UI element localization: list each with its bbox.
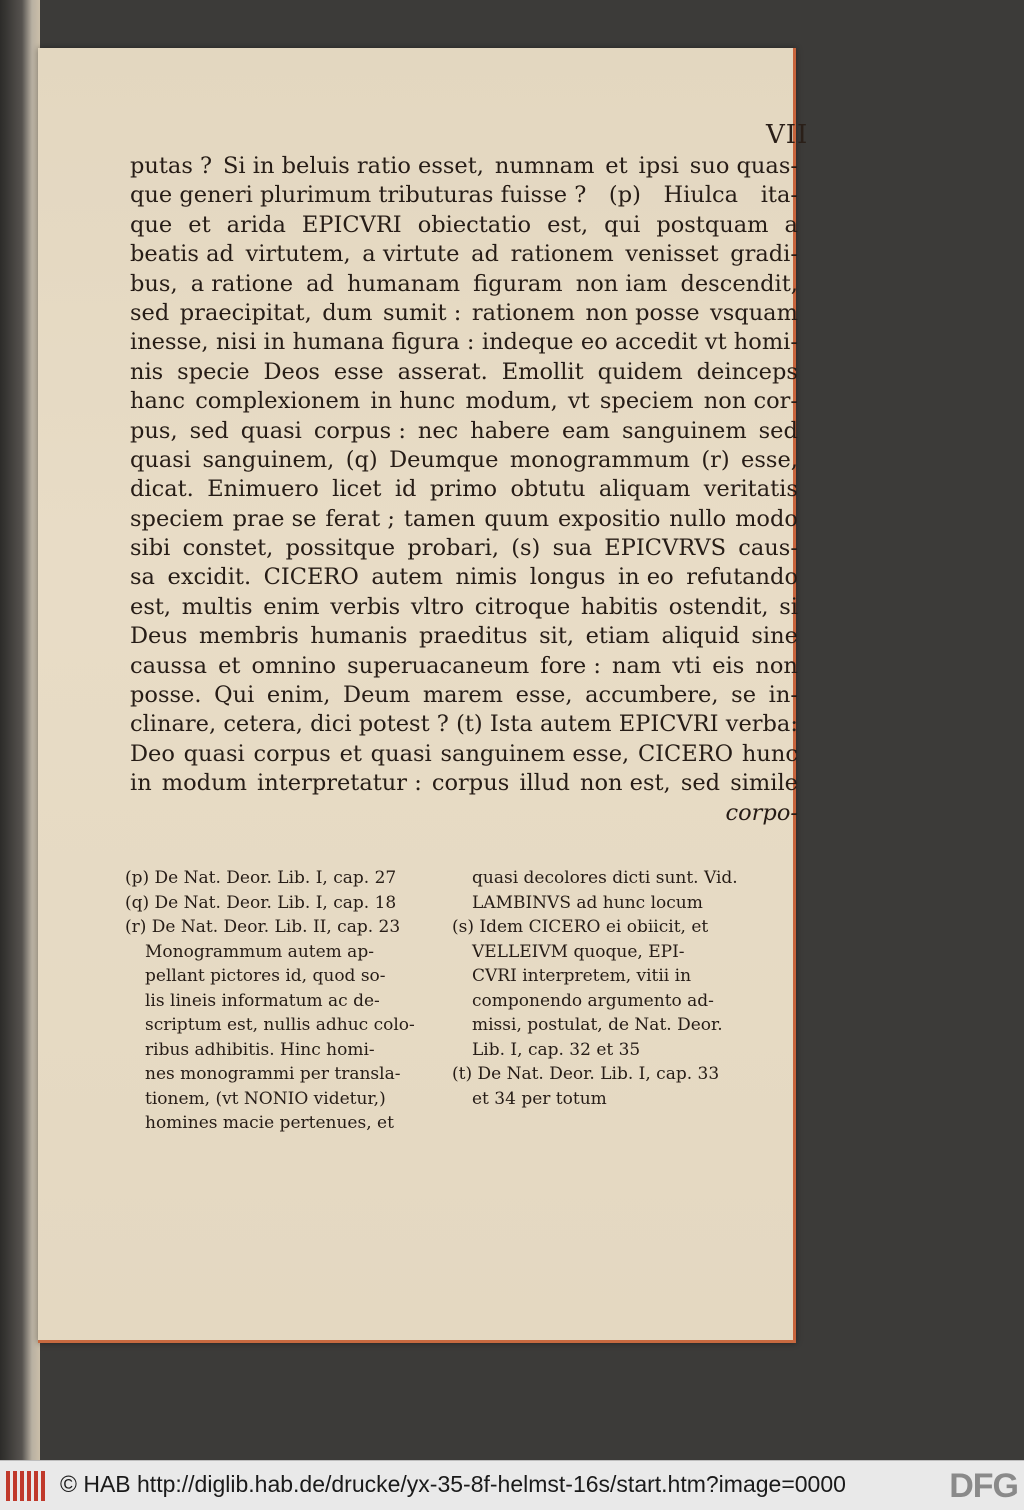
word: sa: [130, 564, 155, 591]
word: specie: [177, 358, 250, 385]
word: interpretatur :: [257, 770, 422, 797]
word: inesse,: [130, 329, 209, 356]
word: membris: [198, 623, 299, 650]
word: hanc: [130, 388, 185, 415]
word: omnino: [251, 652, 337, 679]
footnote-line: CVRI interpretem, vitii in: [472, 966, 692, 986]
footnote-line: homines macie pertenues, et: [145, 1113, 394, 1133]
word: EPICVRVS: [604, 535, 727, 562]
word: (s): [511, 535, 541, 562]
word: Deos: [263, 358, 320, 385]
word: speciem: [599, 388, 694, 415]
text-line: [130, 387, 798, 416]
word: rationem: [471, 299, 575, 326]
word: autem: [539, 711, 612, 738]
word: esse,: [515, 682, 573, 709]
word: caussa: [130, 652, 208, 679]
word: beatis ad: [130, 241, 234, 268]
word: indeque: [481, 329, 574, 356]
word: CICERO: [637, 740, 734, 767]
text-line: [130, 299, 798, 328]
word: Hiulca: [663, 182, 739, 209]
word: veritatis: [703, 476, 798, 503]
text-line: [130, 270, 798, 299]
text-line: [130, 152, 798, 181]
word: illud: [519, 770, 570, 797]
library-logo-icon: [6, 1471, 48, 1501]
word: que generi plurimum tributuras fuisse ?: [130, 182, 587, 209]
word: praeditus: [418, 623, 528, 650]
word: licet: [332, 476, 382, 503]
word: possitque: [285, 535, 396, 562]
word: EPICVRI: [301, 211, 402, 238]
footnote-line: (r) De Nat. Deor. Lib. II, cap. 23: [125, 917, 401, 937]
word: non iam: [575, 270, 668, 297]
word: modo: [735, 505, 798, 532]
word: nam: [611, 652, 662, 679]
word: modum,: [465, 388, 558, 415]
text-line: [130, 652, 798, 681]
word: in hunc: [370, 388, 456, 415]
word: nec: [417, 417, 459, 444]
word: quidem: [597, 358, 683, 385]
word: et: [218, 652, 241, 679]
word: in-: [768, 682, 798, 709]
word: sanguinem: [621, 417, 747, 444]
word: CICERO: [263, 564, 359, 591]
word: si: [779, 593, 798, 620]
word: vt homi-: [704, 329, 798, 356]
footnote-line: Monogrammum autem ap-: [145, 941, 374, 962]
word: non cor-: [703, 388, 798, 415]
word: Deumque: [389, 446, 499, 473]
word: Deo: [130, 740, 175, 767]
text-line: [130, 769, 798, 798]
word: sanguinem,: [202, 446, 335, 473]
word: multis: [181, 593, 253, 620]
word: in eo: [617, 564, 674, 591]
word: fore :: [540, 652, 601, 679]
word: superuacaneum: [347, 652, 530, 679]
word: longus: [529, 564, 606, 591]
word: constet,: [182, 535, 274, 562]
word: arida: [226, 211, 286, 238]
word: Si in beluis ratio esset,: [223, 153, 484, 179]
text-line: [130, 563, 798, 592]
text-line: [130, 681, 798, 710]
footnote-line: (q) De Nat. Deor. Lib. I, cap. 18: [125, 892, 397, 913]
word: enim,: [266, 682, 331, 709]
text-line: [130, 240, 798, 269]
word: deinceps: [696, 358, 798, 385]
word: vt: [567, 388, 590, 415]
word: (q): [345, 446, 378, 473]
footnote-line: pellant pictores id, quod so-: [145, 966, 386, 986]
word: ferat ;: [325, 505, 395, 532]
word: postquam: [656, 211, 769, 238]
text-line: [130, 534, 798, 563]
text-line: [130, 211, 798, 240]
word: et: [339, 740, 362, 767]
body-text: [130, 152, 798, 828]
word: figuram: [473, 270, 563, 297]
word: figura :: [391, 329, 475, 356]
word: posse.: [130, 682, 202, 709]
text-line: [130, 740, 798, 769]
footnote-line: lis lineis informatum ac de-: [145, 990, 380, 1011]
text-line: [130, 505, 798, 534]
word: verbis: [330, 593, 401, 620]
word: numnam: [494, 153, 595, 179]
word: citroque: [474, 593, 571, 620]
word: quasi: [183, 740, 245, 767]
word: ita-: [760, 182, 798, 209]
word: ostendit,: [668, 593, 769, 620]
word: cetera,: [223, 711, 303, 738]
word: verba:: [725, 711, 798, 738]
word: excidit.: [167, 564, 252, 591]
word: non est,: [579, 770, 671, 797]
word: probari,: [407, 535, 499, 562]
word: sibi: [130, 535, 171, 562]
word: sed: [189, 417, 229, 444]
footnotes-left-column: [125, 866, 443, 1136]
footnote-line: LAMBINVS ad hunc locum: [472, 892, 703, 913]
word: rationem: [510, 241, 614, 268]
word: Ista: [489, 711, 533, 738]
footer-bar: [0, 1460, 1024, 1510]
word: id: [394, 476, 417, 503]
word: et: [605, 153, 628, 179]
word: ad: [471, 241, 499, 268]
word: se: [731, 682, 757, 709]
word: (p): [608, 182, 641, 209]
text-line: [130, 417, 798, 446]
word: non posse: [585, 299, 700, 326]
word: dum: [322, 299, 373, 326]
text-line: [130, 446, 798, 475]
word: sua: [552, 535, 593, 562]
word: monogrammum: [509, 446, 690, 473]
word: obtutu: [510, 476, 586, 503]
word: qui: [604, 211, 641, 238]
text-line: [130, 475, 798, 504]
word: corpus: [431, 770, 510, 797]
text-line: [130, 358, 798, 387]
word: habitis: [580, 593, 659, 620]
word: que: [130, 211, 173, 238]
word: dicat.: [130, 476, 194, 503]
word: sumit :: [382, 299, 462, 326]
word: prae se: [232, 505, 317, 532]
word: etiam: [585, 623, 650, 650]
word: sine: [751, 623, 798, 650]
dfg-logo: DFG: [945, 1467, 1018, 1506]
word: esse,: [741, 446, 798, 473]
word: obiectatio: [417, 211, 532, 238]
word: ipsi: [638, 153, 679, 179]
word: suo quas-: [689, 153, 798, 179]
page-number: VII: [766, 120, 809, 150]
word: et: [188, 211, 211, 238]
catchword: corpo-: [725, 799, 798, 826]
footnote-line: (s) Idem CICERO ei obiicit, et: [452, 917, 709, 937]
word: nis: [130, 358, 164, 385]
word: Qui: [214, 682, 255, 709]
word: est,: [547, 211, 589, 238]
word: venisset: [625, 241, 719, 268]
word: esse: [333, 358, 384, 385]
text-line: [130, 622, 798, 651]
catchword-line: [130, 799, 798, 828]
footnote-line: et 34 per totum: [472, 1088, 607, 1109]
footnote-line: quasi decolores dicti sunt. Vid.: [472, 868, 738, 888]
word: refutando: [686, 564, 798, 591]
footnote-line: VELLEIVM quoque, EPI-: [472, 941, 685, 962]
word: hunc: [741, 740, 798, 767]
footnote-line: scriptum est, nullis adhuc colo-: [145, 1015, 415, 1035]
word: modum: [161, 770, 247, 797]
word: caus-: [738, 535, 798, 562]
word: bus,: [130, 270, 178, 297]
word: eam: [561, 417, 611, 444]
word: Enimuero: [207, 476, 319, 503]
text-line: [130, 328, 798, 357]
word: speciem: [130, 505, 224, 532]
word: simile: [730, 770, 798, 797]
word: dici: [310, 711, 352, 738]
text-line: [130, 710, 798, 739]
word: virtutem,: [245, 241, 351, 268]
copyright-url[interactable]: © HAB http://diglib.hab.de/drucke/yx-35-8f-helmst-16s/start.htm?image=0000: [60, 1471, 846, 1497]
word: nullo: [669, 505, 727, 532]
word: est,: [130, 593, 172, 620]
footnote-line: Lib. I, cap. 32 et 35: [472, 1039, 641, 1060]
adjacent-page-edge: [0, 0, 40, 1460]
footnote-line: tionem, (vt NONIO videtur,): [145, 1088, 386, 1109]
word: quasi: [370, 740, 432, 767]
word: quasi: [130, 446, 192, 473]
word: sanguinem esse,: [440, 740, 630, 767]
word: eo accedit: [580, 329, 698, 356]
footnote-line: nes monogrammi per transla-: [145, 1064, 401, 1084]
word: primo: [429, 476, 498, 503]
word: Emollit: [501, 358, 584, 385]
word: vltro: [410, 593, 465, 620]
word: nimis: [455, 564, 518, 591]
word: potest ?: [358, 711, 449, 738]
word: humanis: [310, 623, 408, 650]
word: expositio: [557, 505, 661, 532]
word: humanam: [347, 270, 461, 297]
word: EPICVRI: [618, 711, 719, 738]
word: sed: [680, 770, 721, 797]
word: putas ?: [130, 153, 213, 179]
word: habere: [470, 417, 550, 444]
word: a: [784, 211, 798, 238]
word: a virtute: [362, 241, 460, 268]
word: a ratione: [190, 270, 294, 297]
word: quum: [484, 505, 550, 532]
word: complexionem: [195, 388, 361, 415]
word: Deus: [130, 623, 188, 650]
word: praecipitat,: [179, 299, 312, 326]
word: accumbere,: [585, 682, 719, 709]
word: enim: [263, 593, 320, 620]
word: ad: [306, 270, 334, 297]
footnote-line: missi, postulat, de Nat. Deor.: [472, 1015, 723, 1035]
footnote-line: (p) De Nat. Deor. Lib. I, cap. 27: [125, 868, 397, 888]
word: corpus: [253, 740, 331, 767]
word: vti: [672, 652, 702, 679]
footnote-line: (t) De Nat. Deor. Lib. I, cap. 33: [452, 1064, 720, 1084]
word: descendit,: [680, 270, 798, 297]
word: (t): [456, 711, 483, 738]
text-line: [130, 593, 798, 622]
word: gradi-: [730, 241, 798, 268]
word: asserat.: [397, 358, 488, 385]
footnotes-right-column: [452, 866, 782, 1111]
word: sed: [130, 299, 170, 326]
word: corpus :: [313, 417, 406, 444]
word: sed: [758, 417, 798, 444]
word: in: [130, 770, 152, 797]
footnote-line: ribus adhibitis. Hinc homi-: [145, 1039, 375, 1060]
word: non: [755, 652, 798, 679]
word: quasi: [240, 417, 302, 444]
footnote-line: componendo argumento ad-: [472, 990, 714, 1011]
word: clinare,: [130, 711, 217, 738]
word: marem: [422, 682, 503, 709]
word: eis: [712, 652, 745, 679]
word: Deum: [343, 682, 411, 709]
word: humana: [292, 329, 385, 356]
word: sit,: [539, 623, 575, 650]
word: aliquam: [598, 476, 691, 503]
word: pus,: [130, 417, 178, 444]
word: tamen: [403, 505, 476, 532]
word: (r): [701, 446, 730, 473]
word: aliquid: [661, 623, 740, 650]
word: autem: [371, 564, 443, 591]
word: nisi in: [215, 329, 286, 356]
text-line: [130, 181, 798, 210]
word: vsquam: [710, 299, 798, 326]
